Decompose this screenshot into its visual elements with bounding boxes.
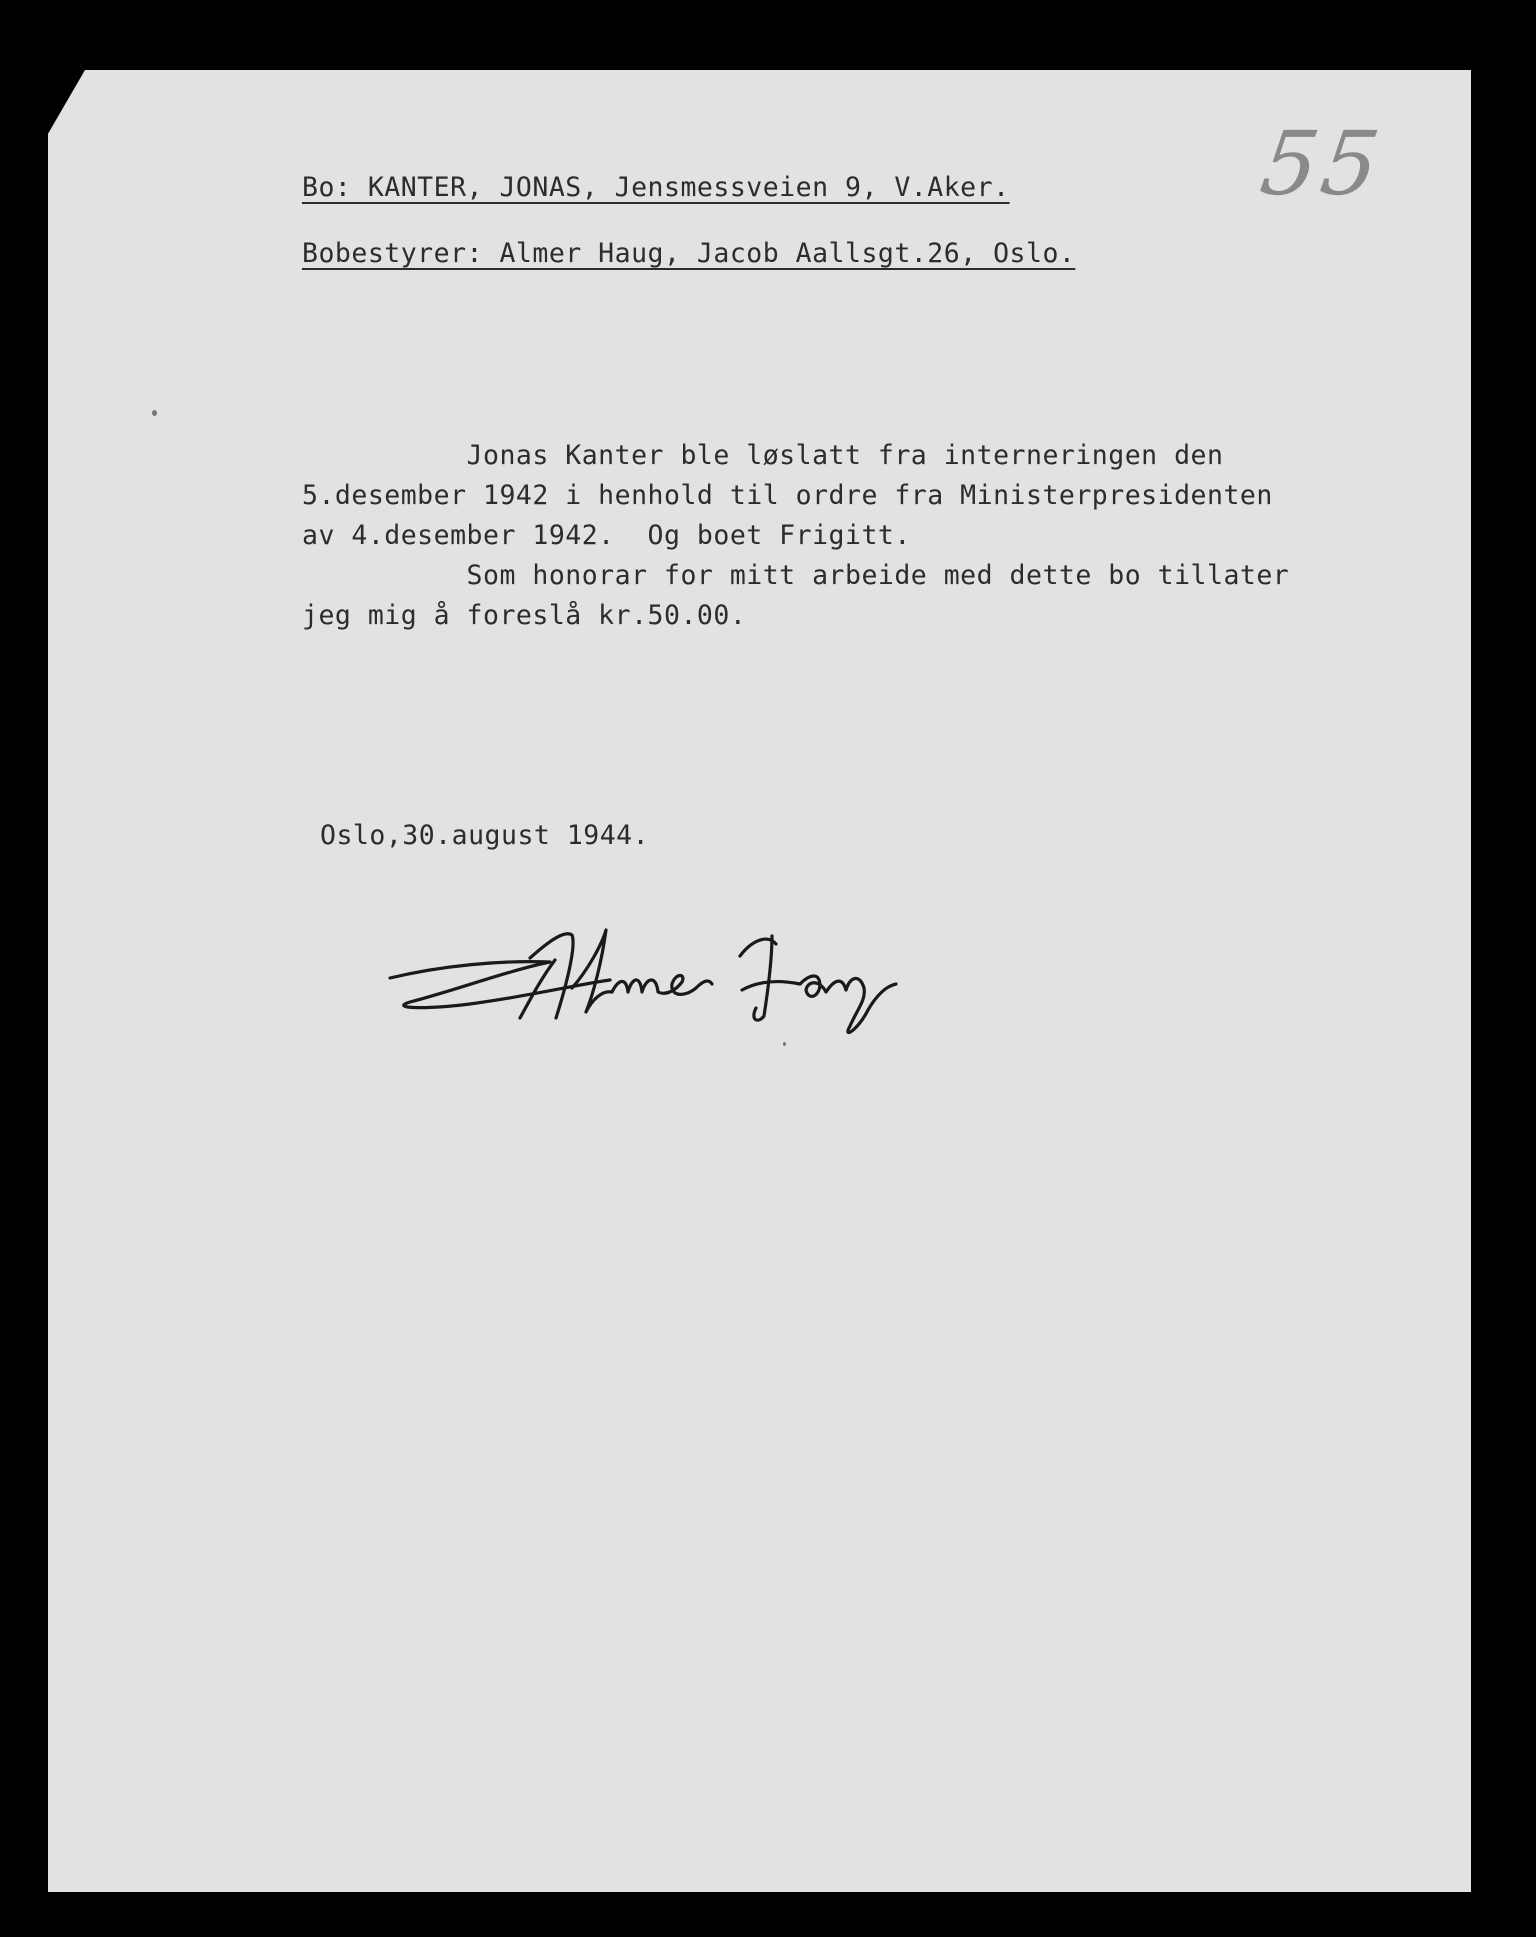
date-line: Oslo,30.august 1944. bbox=[320, 820, 650, 851]
handwritten-signature bbox=[380, 900, 1000, 1050]
scan-speck bbox=[783, 1042, 786, 1046]
body-line: Som honorar for mitt arbeide med dette bo tillater bbox=[302, 560, 1290, 591]
administrator-line: Bobestyrer: Almer Haug, Jacob Aallsgt.26, Oslo. bbox=[302, 238, 1076, 269]
body-line: jeg mig å foreslå kr.50.00. bbox=[302, 600, 747, 631]
estate-line: Bo: KANTER, JONAS, Jensmessveien 9, V.Aker. bbox=[302, 172, 1010, 203]
body-line: 5.desember 1942 i henhold til ordre fra Ministerpresidenten bbox=[302, 480, 1273, 511]
body-line: Jonas Kanter ble løslatt fra interneringen den bbox=[302, 440, 1224, 471]
body-line: av 4.desember 1942. Og boet Frigitt. bbox=[302, 520, 911, 551]
page-number: 55 bbox=[1254, 112, 1390, 215]
scan-speck bbox=[152, 410, 157, 416]
